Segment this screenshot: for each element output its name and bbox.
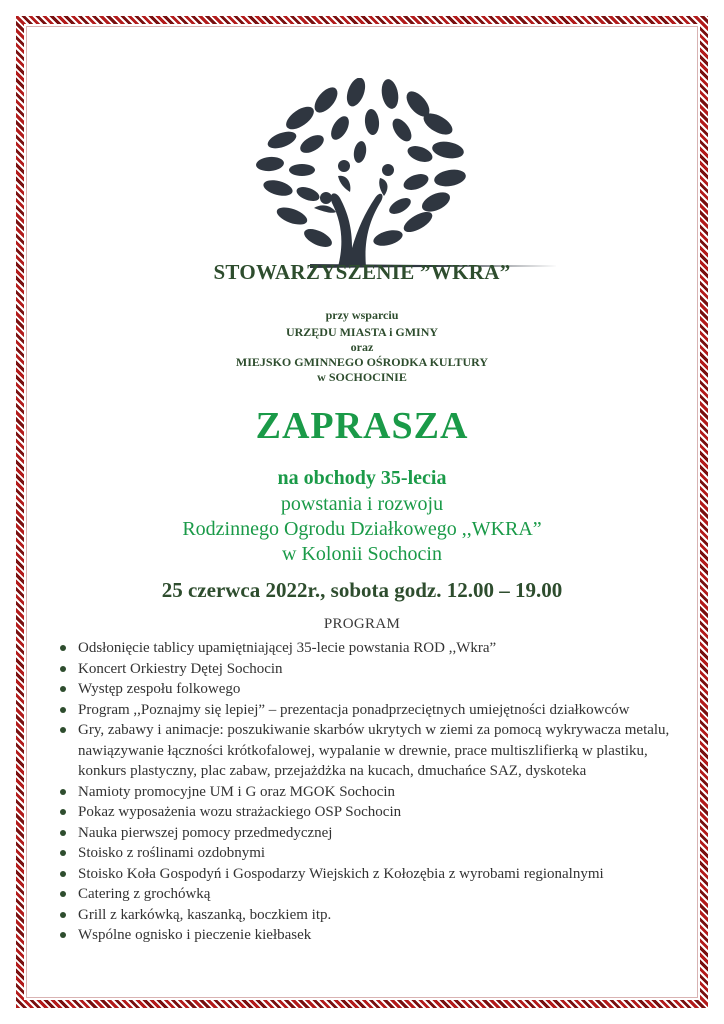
program-item: Występ zespołu folkowego bbox=[58, 679, 678, 700]
program-item: Odsłonięcie tablicy upamiętniającej 35-lecie powstania ROD ,,Wkra” bbox=[58, 638, 678, 659]
program-title: PROGRAM bbox=[323, 616, 401, 632]
support-line: przy wsparciu bbox=[325, 308, 399, 322]
organization-name: STOWARZYSZENIE ”WKRA” bbox=[213, 260, 511, 284]
program-item: Namioty promocyjne UM i G oraz MGOK Sochocin bbox=[58, 782, 678, 803]
program-item: Pokaz wyposażenia wozu strażackiego OSP Sochocin bbox=[58, 802, 678, 823]
occasion-line-2: powstania i rozwoju bbox=[280, 493, 444, 515]
program-item: Stoisko z roślinami ozdobnymi bbox=[58, 843, 678, 864]
program-item: Stoisko Koła Gospodyń i Gospodarzy Wiejskich z Kołozębia z wyrobami regionalnymi bbox=[58, 864, 678, 885]
occasion-line-4: w Kolonii Sochocin bbox=[282, 543, 442, 565]
occasion-line-3: Rodzinnego Ogrodu Działkowego ,,WKRA” bbox=[182, 518, 542, 540]
program-item: Program ,,Poznajmy się lepiej” – prezentacja ponadprzeciętnych umiejętności działkowców bbox=[58, 700, 678, 721]
program-item: Grill z karkówką, kaszanką, boczkiem itp. bbox=[58, 905, 678, 926]
conjunction-text: oraz bbox=[350, 340, 374, 354]
event-date: 25 czerwca 2022r., sobota godz. 12.00 – 19.00 bbox=[161, 578, 563, 602]
program-item: Nauka pierwszej pomocy przedmedycznej bbox=[58, 823, 678, 844]
town-name: w SOCHOCINIE bbox=[317, 370, 407, 384]
program-item: Koncert Orkiestry Dętej Sochocin bbox=[58, 659, 678, 680]
program-item: Catering z grochówką bbox=[58, 884, 678, 905]
program-list bbox=[58, 638, 678, 946]
tree-with-people-icon bbox=[240, 78, 560, 273]
invitation-headline: ZAPRASZA bbox=[255, 405, 469, 447]
program-item: Gry, zabawy i animacje: poszukiwanie skarbów ukrytych w ziemi za pomocą wykrywacza metalu, nawiązywanie łączności krótkofalowej, wypalanie w drewnie, prace multiszlifierką w plastiku, konkurs plastyczny, plac zabaw, przejażdżka na kucach, dmuchańce SAZ, dyskoteka bbox=[58, 720, 678, 782]
program-item: Wspólne ognisko i pieczenie kiełbasek bbox=[58, 925, 678, 946]
occasion-line-1: na obchody 35-lecia bbox=[277, 467, 447, 489]
poster-content bbox=[32, 32, 692, 992]
city-office-name: URZĘDU MIASTA i GMINY bbox=[285, 325, 439, 339]
culture-center-name: MIEJSKO GMINNEGO OŚRODKA KULTURY bbox=[235, 355, 489, 369]
